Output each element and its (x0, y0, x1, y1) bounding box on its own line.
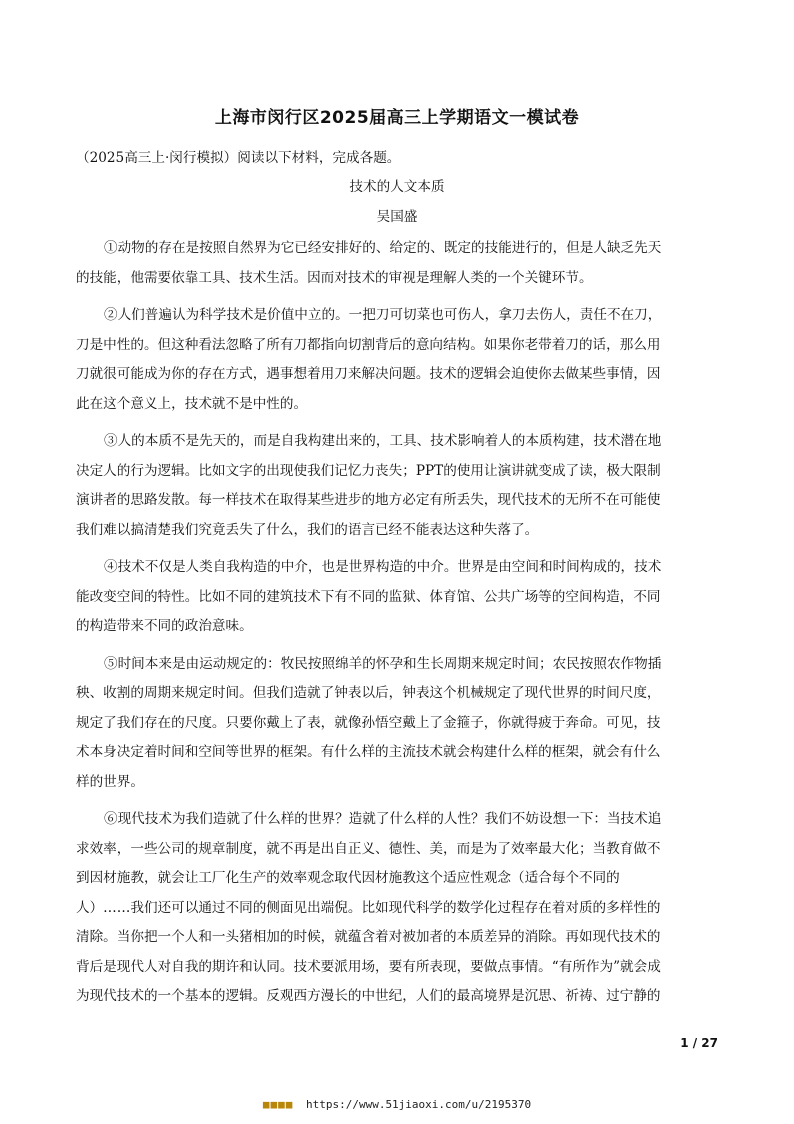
paragraph-line: 求效率，一些公司的规章制度，就不再是出自正义、德性、美，而是为了效率最大化；当教育做不 (76, 840, 661, 857)
paragraph-line: ④技术不仅是人类自我构造的中介，也是世界构造的中介。世界是由空间和时间构成的，技术 (104, 559, 662, 575)
paragraph (76, 805, 714, 1012)
article-author: 吴国盛 (376, 209, 418, 225)
paragraph-line: ①动物的存在是按照自然界为它已经安排好的、给定的、既定的技能进行的，但是人缺乏先天 (104, 240, 662, 256)
paragraph-line: 样的世界。 (76, 773, 144, 790)
footer-logo-icon: ■■■■ (262, 1098, 294, 1111)
paragraph-line: 规定了我们存在的尺度。只要你戴上了表，就像孙悟空戴上了金箍子，你就得疲于奔命。可见，技 (76, 714, 661, 731)
paragraph (76, 650, 714, 798)
paragraph-line: ②人们普遍认为科学技术是价值中立的。一把刀可切菜也可伤人，拿刀去伤人，责任不在刀， (104, 307, 662, 323)
footer (0, 1098, 794, 1111)
paragraph (76, 234, 714, 293)
footer-url[interactable]: https://www.51jiaoxi.com/u/2195370 (305, 1098, 532, 1111)
paragraph-line: 为现代技术的一个基本的逻辑。反观西方漫长的中世纪，人们的最高境界是沉思、祈祷、过宁静的 (76, 988, 661, 1004)
paragraph-line: 到因材施教，就会让工厂化生产的效率观念取代因材施教这个适应性观念（适合每个不同的 (76, 870, 620, 886)
paragraph-line: 此在这个意义上，技术就不是中性的。 (76, 395, 308, 412)
page-number: 1 / 27 (680, 1036, 718, 1050)
paragraph-line: 的构造带来不同的政治意味。 (76, 618, 253, 634)
question-intro: （2025高三上·闵行模拟）阅读以下材料，完成各题。 (76, 150, 401, 166)
paragraph (76, 427, 714, 545)
paragraph (76, 553, 714, 642)
paragraph-line: 我们难以搞清楚我们究竟丢失了什么，我们的语言已经不能表达这种失落了。 (76, 521, 539, 538)
paragraph (76, 301, 714, 419)
paragraph-line: 清除。当你把一个人和一头猪相加的时候，就蕴含着对被加者的本质差异的消除。再如现代技术的 (76, 929, 661, 945)
paragraph-line: 的技能，他需要依靠工具、技术生活。因而对技术的审视是理解人类的一个关键环节。 (76, 269, 593, 286)
paragraph-line: 演讲者的思路发散。每一样技术在取得某些进步的地方必定有所丢失，现代技术的无所不在可能使 (76, 492, 661, 508)
paragraph-line: 背后是现代人对自我的期许和认同。技术要派用场，要有所表现，要做点事情。“有所作为”就会成 (76, 958, 661, 975)
paragraph-line: 术本身决定着时间和空间等世界的框架。有什么样的主流技术就会构建什么样的框架，就会有什么 (76, 744, 661, 760)
paragraph-line: ⑥现代技术为我们造就了什么样的世界？造就了什么样的人性？我们不妨设想一下：当技术追 (104, 811, 662, 827)
paragraph-line: 秧、收割的周期来规定时间。但我们造就了钟表以后，钟表这个机械规定了现代世界的时间尺度， (76, 685, 661, 701)
paragraph-line: 能改变空间的特性。比如不同的建筑技术下有不同的监狱、体育馆、公共广场等的空间构造，不同 (76, 588, 661, 605)
paragraph-line: 决定人的行为逻辑。比如文字的出现使我们记忆力丧失；PPT的使用让演讲就变成了读，极大限制 (76, 462, 661, 479)
article-title: 技术的人文本质 (349, 179, 445, 195)
paragraph-line: ③人的本质不是先天的，而是自我构建出来的，工具、技术影响着人的本质构建，技术潜在地 (104, 433, 662, 449)
document-title: 上海市闵行区2025届高三上学期语文一模试卷 (214, 108, 580, 128)
paragraph-line: 刀是中性的。但这种看法忽略了所有刀都指向切割背后的意向结构。如果你老带着刀的话，那么用 (76, 336, 661, 353)
article-body (76, 234, 714, 1020)
paragraph-line: 刀就很可能成为你的存在方式，遇事想着用刀来解决问题。技术的逻辑会迫使你去做某些事情，因 (76, 366, 661, 382)
paragraph-line: ⑤时间本来是由运动规定的：牧民按照绵羊的怀孕和生长周期来规定时间；农民按照农作物插 (104, 655, 662, 672)
paragraph-line: 人）……我们还可以通过不同的侧面见出端倪。比如现代科学的数学化过程存在着对质的多样性的 (76, 899, 661, 916)
